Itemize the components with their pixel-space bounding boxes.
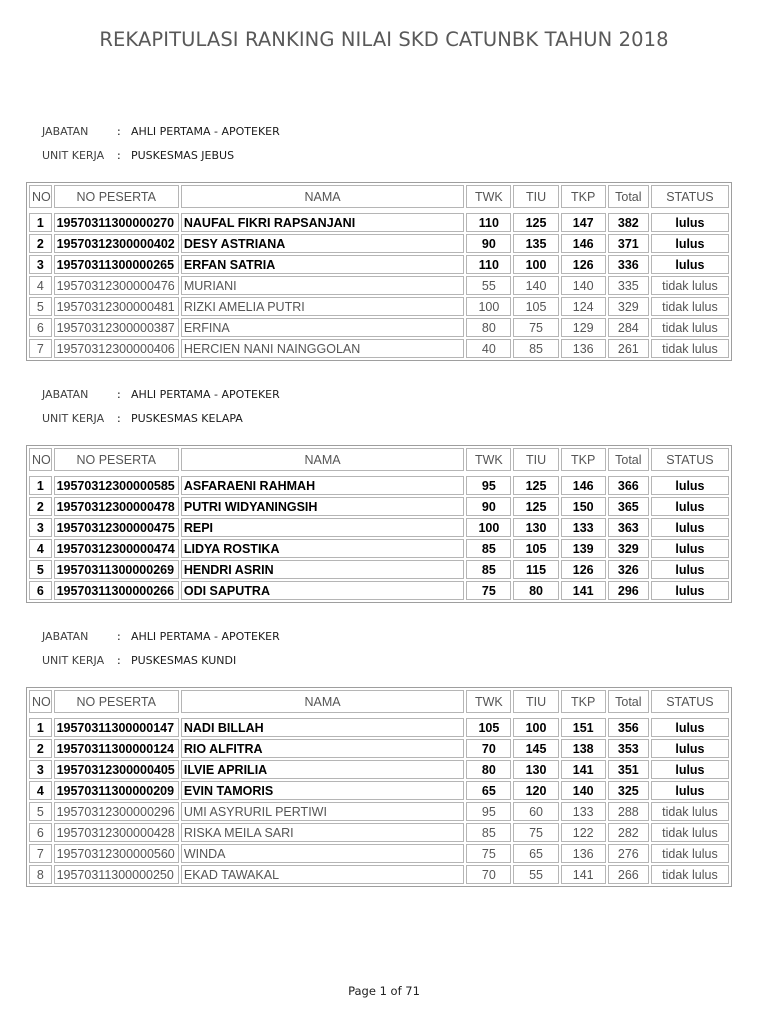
column-header-tkp: TKP (561, 690, 606, 713)
cell-no-peserta: 19570311300000269 (54, 560, 179, 579)
cell-no-peserta: 19570311300000265 (54, 255, 179, 274)
cell-total: 363 (608, 518, 649, 537)
colon: : (117, 125, 121, 138)
ranking-table (26, 445, 732, 603)
jabatan-row (42, 625, 280, 649)
cell-status: tidak lulus (651, 844, 729, 863)
table-row (29, 823, 729, 842)
cell-twk: 80 (466, 760, 511, 779)
cell-total: 382 (608, 213, 649, 232)
cell-status: lulus (651, 518, 729, 537)
cell-status: tidak lulus (651, 318, 729, 337)
cell-tkp: 140 (561, 781, 606, 800)
column-header-tiu: TIU (513, 448, 558, 471)
column-header-twk: TWK (466, 185, 511, 208)
table-row (29, 213, 729, 232)
cell-nama: RIO ALFITRA (181, 739, 464, 758)
cell-tiu: 145 (513, 739, 558, 758)
cell-no: 7 (29, 339, 52, 358)
cell-twk: 75 (466, 844, 511, 863)
table-row (29, 739, 729, 758)
cell-twk: 105 (466, 718, 511, 737)
cell-status: tidak lulus (651, 276, 729, 295)
cell-twk: 55 (466, 276, 511, 295)
cell-no-peserta: 19570312300000428 (54, 823, 179, 842)
cell-no-peserta: 19570311300000147 (54, 718, 179, 737)
cell-twk: 100 (466, 297, 511, 316)
cell-status: tidak lulus (651, 823, 729, 842)
header-spacer (29, 473, 729, 474)
header-spacer (29, 715, 729, 716)
cell-status: lulus (651, 497, 729, 516)
cell-no: 5 (29, 802, 52, 821)
jabatan-label: JABATAN (42, 630, 89, 643)
cell-tkp: 141 (561, 581, 606, 600)
cell-no: 4 (29, 276, 52, 295)
column-header-nama: NAMA (181, 185, 464, 208)
cell-no: 3 (29, 760, 52, 779)
cell-total: 261 (608, 339, 649, 358)
cell-no: 5 (29, 297, 52, 316)
cell-total: 288 (608, 802, 649, 821)
table-header-row (29, 690, 729, 713)
cell-tiu: 75 (513, 823, 558, 842)
cell-tiu: 85 (513, 339, 558, 358)
column-header-no: NO (29, 185, 52, 208)
cell-nama: EVIN TAMORIS (181, 781, 464, 800)
cell-total: 325 (608, 781, 649, 800)
cell-total: 356 (608, 718, 649, 737)
cell-twk: 75 (466, 581, 511, 600)
cell-no: 2 (29, 234, 52, 253)
column-header-tkp: TKP (561, 448, 606, 471)
cell-no: 7 (29, 844, 52, 863)
unit-kerja-row (42, 407, 280, 431)
cell-no-peserta: 19570311300000266 (54, 581, 179, 600)
cell-twk: 90 (466, 234, 511, 253)
cell-tiu: 120 (513, 781, 558, 800)
spacer-cell (29, 473, 729, 474)
table-header-row (29, 185, 729, 208)
column-header-total: Total (608, 448, 649, 471)
table-row (29, 318, 729, 337)
column-header-twk: TWK (466, 690, 511, 713)
cell-no: 4 (29, 781, 52, 800)
cell-no-peserta: 19570311300000124 (54, 739, 179, 758)
section-meta-jebus (42, 120, 280, 168)
table-row (29, 476, 729, 495)
cell-status: tidak lulus (651, 802, 729, 821)
cell-twk: 100 (466, 518, 511, 537)
cell-nama: ODI SAPUTRA (181, 581, 464, 600)
cell-twk: 95 (466, 476, 511, 495)
cell-total: 336 (608, 255, 649, 274)
page-title: REKAPITULASI RANKING NILAI SKD CATUNBK TAHUN 2018 (99, 28, 669, 51)
cell-status: lulus (651, 760, 729, 779)
table-row (29, 802, 729, 821)
cell-no-peserta: 19570312300000585 (54, 476, 179, 495)
cell-nama: PUTRI WIDYANINGSIH (181, 497, 464, 516)
cell-no-peserta: 19570312300000481 (54, 297, 179, 316)
column-header-nama: NAMA (181, 690, 464, 713)
cell-status: lulus (651, 581, 729, 600)
cell-tiu: 60 (513, 802, 558, 821)
table-row (29, 718, 729, 737)
table-row (29, 865, 729, 884)
cell-total: 365 (608, 497, 649, 516)
jabatan-value: AHLI PERTAMA - APOTEKER (131, 388, 280, 401)
cell-tkp: 136 (561, 339, 606, 358)
cell-tiu: 125 (513, 497, 558, 516)
cell-twk: 90 (466, 497, 511, 516)
cell-nama: HENDRI ASRIN (181, 560, 464, 579)
cell-no: 1 (29, 476, 52, 495)
cell-nama: NAUFAL FIKRI RAPSANJANI (181, 213, 464, 232)
cell-tiu: 125 (513, 476, 558, 495)
column-header-tkp: TKP (561, 185, 606, 208)
cell-no-peserta: 19570311300000250 (54, 865, 179, 884)
cell-tiu: 130 (513, 518, 558, 537)
cell-status: lulus (651, 476, 729, 495)
cell-tiu: 105 (513, 297, 558, 316)
cell-nama: REPI (181, 518, 464, 537)
cell-status: lulus (651, 255, 729, 274)
cell-no-peserta: 19570312300000560 (54, 844, 179, 863)
cell-tkp: 129 (561, 318, 606, 337)
cell-tiu: 55 (513, 865, 558, 884)
cell-total: 366 (608, 476, 649, 495)
cell-tiu: 135 (513, 234, 558, 253)
cell-tiu: 125 (513, 213, 558, 232)
unit-kerja-value: PUSKESMAS KELAPA (131, 412, 243, 425)
column-header-tiu: TIU (513, 185, 558, 208)
table-row (29, 255, 729, 274)
colon: : (117, 654, 121, 667)
cell-tiu: 130 (513, 760, 558, 779)
column-header-nama: NAMA (181, 448, 464, 471)
cell-status: lulus (651, 560, 729, 579)
unit-kerja-label: UNIT KERJA (42, 412, 105, 425)
cell-status: tidak lulus (651, 865, 729, 884)
cell-no-peserta: 19570312300000475 (54, 518, 179, 537)
table-row (29, 560, 729, 579)
cell-total: 276 (608, 844, 649, 863)
cell-twk: 70 (466, 865, 511, 884)
cell-no-peserta: 19570311300000270 (54, 213, 179, 232)
cell-nama: RIZKI AMELIA PUTRI (181, 297, 464, 316)
cell-no: 6 (29, 581, 52, 600)
cell-no-peserta: 19570312300000296 (54, 802, 179, 821)
cell-nama: ERFINA (181, 318, 464, 337)
jabatan-label: JABATAN (42, 388, 89, 401)
cell-no-peserta: 19570311300000209 (54, 781, 179, 800)
cell-twk: 85 (466, 823, 511, 842)
cell-nama: EKAD TAWAKAL (181, 865, 464, 884)
table-row (29, 539, 729, 558)
cell-nama: MURIANI (181, 276, 464, 295)
header-spacer (29, 210, 729, 211)
jabatan-value: AHLI PERTAMA - APOTEKER (131, 630, 280, 643)
cell-status: lulus (651, 234, 729, 253)
unit-kerja-value: PUSKESMAS JEBUS (131, 149, 235, 162)
table-row (29, 760, 729, 779)
table-row (29, 844, 729, 863)
cell-no-peserta: 19570312300000387 (54, 318, 179, 337)
cell-twk: 70 (466, 739, 511, 758)
cell-tiu: 80 (513, 581, 558, 600)
table-header-row (29, 448, 729, 471)
column-header-total: Total (608, 690, 649, 713)
cell-no-peserta: 19570312300000478 (54, 497, 179, 516)
cell-tiu: 105 (513, 539, 558, 558)
unit-kerja-label: UNIT KERJA (42, 149, 105, 162)
cell-total: 371 (608, 234, 649, 253)
cell-nama: UMI ASYRURIL PERTIWI (181, 802, 464, 821)
column-header-status: STATUS (651, 690, 729, 713)
cell-total: 326 (608, 560, 649, 579)
colon: : (117, 149, 121, 162)
column-header-no: NO (29, 690, 52, 713)
cell-twk: 85 (466, 560, 511, 579)
cell-status: lulus (651, 539, 729, 558)
cell-no-peserta: 19570312300000474 (54, 539, 179, 558)
cell-tiu: 100 (513, 718, 558, 737)
jabatan-value: AHLI PERTAMA - APOTEKER (131, 125, 280, 138)
cell-twk: 110 (466, 255, 511, 274)
cell-no-peserta: 19570312300000405 (54, 760, 179, 779)
cell-nama: LIDYA ROSTIKA (181, 539, 464, 558)
column-header-no-peserta: NO PESERTA (54, 690, 179, 713)
cell-status: lulus (651, 781, 729, 800)
cell-twk: 110 (466, 213, 511, 232)
ranking-table (26, 687, 732, 887)
table-row (29, 518, 729, 537)
cell-no: 5 (29, 560, 52, 579)
cell-status: tidak lulus (651, 297, 729, 316)
cell-twk: 80 (466, 318, 511, 337)
cell-tkp: 139 (561, 539, 606, 558)
cell-tkp: 138 (561, 739, 606, 758)
cell-total: 335 (608, 276, 649, 295)
colon: : (117, 630, 121, 643)
cell-no: 6 (29, 318, 52, 337)
cell-total: 296 (608, 581, 649, 600)
unit-kerja-label: UNIT KERJA (42, 654, 105, 667)
cell-status: lulus (651, 718, 729, 737)
cell-total: 284 (608, 318, 649, 337)
cell-status: tidak lulus (651, 339, 729, 358)
table-row (29, 297, 729, 316)
section-meta-kundi (42, 625, 280, 673)
cell-no-peserta: 19570312300000402 (54, 234, 179, 253)
cell-total: 351 (608, 760, 649, 779)
column-header-no-peserta: NO PESERTA (54, 448, 179, 471)
spacer-cell (29, 715, 729, 716)
unit-kerja-value: PUSKESMAS KUNDI (131, 654, 237, 667)
table-row (29, 276, 729, 295)
cell-tkp: 141 (561, 865, 606, 884)
cell-tiu: 140 (513, 276, 558, 295)
jabatan-row (42, 120, 280, 144)
cell-tiu: 115 (513, 560, 558, 579)
cell-nama: HERCIEN NANI NAINGGOLAN (181, 339, 464, 358)
cell-total: 329 (608, 297, 649, 316)
column-header-total: Total (608, 185, 649, 208)
cell-total: 282 (608, 823, 649, 842)
cell-tkp: 140 (561, 276, 606, 295)
column-header-no-peserta: NO PESERTA (54, 185, 179, 208)
table-row (29, 497, 729, 516)
cell-total: 266 (608, 865, 649, 884)
cell-tkp: 151 (561, 718, 606, 737)
cell-no-peserta: 19570312300000476 (54, 276, 179, 295)
cell-total: 353 (608, 739, 649, 758)
cell-tiu: 75 (513, 318, 558, 337)
cell-status: lulus (651, 213, 729, 232)
cell-nama: WINDA (181, 844, 464, 863)
cell-no: 3 (29, 518, 52, 537)
colon: : (117, 412, 121, 425)
table-row (29, 234, 729, 253)
cell-tkp: 147 (561, 213, 606, 232)
cell-no: 8 (29, 865, 52, 884)
cell-no: 3 (29, 255, 52, 274)
cell-status: lulus (651, 739, 729, 758)
cell-tkp: 122 (561, 823, 606, 842)
cell-no: 2 (29, 739, 52, 758)
cell-tkp: 133 (561, 802, 606, 821)
cell-total: 329 (608, 539, 649, 558)
column-header-tiu: TIU (513, 690, 558, 713)
cell-nama: ILVIE APRILIA (181, 760, 464, 779)
cell-tiu: 100 (513, 255, 558, 274)
colon: : (117, 388, 121, 401)
column-header-status: STATUS (651, 185, 729, 208)
cell-no: 1 (29, 213, 52, 232)
table-row (29, 339, 729, 358)
cell-tkp: 126 (561, 560, 606, 579)
unit-kerja-row (42, 144, 280, 168)
cell-tkp: 133 (561, 518, 606, 537)
jabatan-label: JABATAN (42, 125, 89, 138)
cell-twk: 85 (466, 539, 511, 558)
cell-nama: ERFAN SATRIA (181, 255, 464, 274)
cell-no: 2 (29, 497, 52, 516)
cell-twk: 95 (466, 802, 511, 821)
table-row (29, 781, 729, 800)
cell-nama: ASFARAENI RAHMAH (181, 476, 464, 495)
cell-tkp: 126 (561, 255, 606, 274)
cell-no: 6 (29, 823, 52, 842)
cell-tkp: 141 (561, 760, 606, 779)
cell-nama: NADI BILLAH (181, 718, 464, 737)
table-row (29, 581, 729, 600)
unit-kerja-row (42, 649, 280, 673)
page-number: Page 1 of 71 (348, 984, 420, 998)
section-meta-kelapa (42, 383, 280, 431)
cell-no: 1 (29, 718, 52, 737)
cell-no-peserta: 19570312300000406 (54, 339, 179, 358)
cell-tkp: 150 (561, 497, 606, 516)
spacer-cell (29, 210, 729, 211)
cell-nama: RISKA MEILA SARI (181, 823, 464, 842)
jabatan-row (42, 383, 280, 407)
cell-tkp: 146 (561, 476, 606, 495)
column-header-no: NO (29, 448, 52, 471)
cell-twk: 65 (466, 781, 511, 800)
ranking-table (26, 182, 732, 361)
cell-tiu: 65 (513, 844, 558, 863)
cell-no: 4 (29, 539, 52, 558)
cell-tkp: 124 (561, 297, 606, 316)
cell-tkp: 136 (561, 844, 606, 863)
cell-twk: 40 (466, 339, 511, 358)
column-header-status: STATUS (651, 448, 729, 471)
cell-tkp: 146 (561, 234, 606, 253)
column-header-twk: TWK (466, 448, 511, 471)
cell-nama: DESY ASTRIANA (181, 234, 464, 253)
